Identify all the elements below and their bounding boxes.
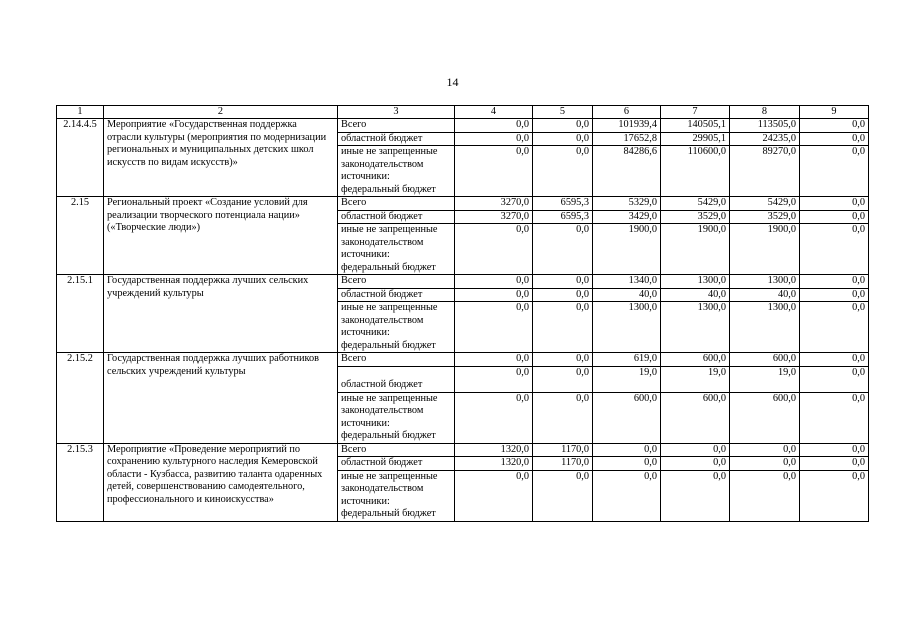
value-cell: 0,0	[533, 224, 593, 275]
item-code: 2.14.4.5	[57, 119, 104, 197]
budget-table	[56, 105, 869, 522]
table-row	[57, 443, 869, 457]
value-cell: 0,0	[800, 224, 869, 275]
value-cell: 1300,0	[661, 275, 730, 289]
value-cell: 0,0	[533, 119, 593, 133]
value-cell: 3529,0	[730, 210, 800, 224]
funding-source-line: областной бюджет	[341, 379, 423, 390]
item-code: 2.15	[57, 197, 104, 275]
value-cell: 101939,4	[593, 119, 661, 133]
value-cell: 0,0	[800, 210, 869, 224]
value-cell: 0,0	[455, 392, 533, 443]
value-cell: 3429,0	[593, 210, 661, 224]
value-cell: 0,0	[800, 197, 869, 211]
value-cell: 19,0	[661, 366, 730, 392]
funding-source	[338, 119, 455, 133]
value-cell: 40,0	[661, 288, 730, 302]
funding-source-line: источники:	[341, 417, 390, 429]
funding-source	[338, 302, 455, 353]
item-name: Мероприятие «Проведение мероприятий по сохранению культурного наследия Кемеровской области - Кузбасса, развитию таланта одаренных детей, совершенствованию самодеятельного, профессионального и киноискусства»	[104, 443, 338, 521]
funding-source-line: иные не запрещенные	[341, 302, 438, 313]
funding-source-line: областной бюджет	[341, 210, 423, 222]
value-cell: 0,0	[455, 302, 533, 353]
value-cell: 0,0	[455, 132, 533, 146]
funding-source-line: законодательством	[341, 314, 424, 326]
funding-source-line: законодательством	[341, 483, 424, 494]
item-name: Государственная поддержка лучших сельских учреждений культуры	[104, 275, 338, 353]
value-cell: 1900,0	[593, 224, 661, 275]
value-cell: 1300,0	[730, 275, 800, 289]
value-cell: 0,0	[455, 224, 533, 275]
table-header	[57, 106, 869, 119]
value-cell: 0,0	[661, 457, 730, 471]
value-cell: 600,0	[730, 392, 800, 443]
value-cell: 0,0	[533, 275, 593, 289]
value-cell: 0,0	[593, 470, 661, 521]
value-cell: 0,0	[800, 443, 869, 457]
value-cell: 0,0	[533, 353, 593, 367]
column-header: 1	[57, 106, 104, 119]
funding-source-line: областной бюджет	[341, 288, 423, 300]
value-cell: 600,0	[730, 353, 800, 367]
funding-source-line: федеральный бюджет	[341, 430, 436, 441]
item-code: 2.15.2	[57, 353, 104, 444]
value-cell: 0,0	[455, 146, 533, 197]
value-cell: 110600,0	[661, 146, 730, 197]
funding-source-line: иные не запрещенные	[341, 470, 438, 482]
funding-source-line: иные не запрещенные	[341, 392, 438, 404]
value-cell: 0,0	[800, 392, 869, 443]
value-cell: 0,0	[800, 288, 869, 302]
item-code: 2.15.1	[57, 275, 104, 353]
value-cell: 19,0	[593, 366, 661, 392]
funding-source	[338, 392, 455, 443]
funding-source-line: Всего	[341, 197, 367, 208]
value-cell: 6595,3	[533, 210, 593, 224]
value-cell: 1900,0	[730, 224, 800, 275]
funding-source-line: законодательством	[341, 405, 424, 416]
funding-source-line: источники:	[341, 249, 390, 260]
table-row	[57, 353, 869, 367]
value-cell: 19,0	[730, 366, 800, 392]
funding-source-line: иные не запрещенные	[341, 224, 438, 235]
table-row	[57, 197, 869, 211]
value-cell: 17652,8	[593, 132, 661, 146]
value-cell: 0,0	[533, 288, 593, 302]
value-cell: 140505,1	[661, 119, 730, 133]
value-cell: 5429,0	[661, 197, 730, 211]
funding-source-line: федеральный бюджет	[341, 508, 436, 519]
funding-source-line: Всего	[341, 119, 367, 130]
value-cell: 0,0	[800, 366, 869, 392]
funding-source-line: областной бюджет	[341, 457, 423, 468]
funding-source-line	[341, 367, 451, 380]
funding-source-line: источники:	[341, 327, 390, 338]
value-cell: 0,0	[661, 470, 730, 521]
value-cell: 0,0	[730, 457, 800, 471]
table-row	[57, 119, 869, 133]
value-cell: 0,0	[455, 119, 533, 133]
column-header: 6	[593, 106, 661, 119]
value-cell: 0,0	[730, 470, 800, 521]
funding-source	[338, 457, 455, 471]
value-cell: 0,0	[533, 302, 593, 353]
value-cell: 1170,0	[533, 443, 593, 457]
value-cell: 0,0	[455, 288, 533, 302]
column-header: 7	[661, 106, 730, 119]
value-cell: 0,0	[593, 443, 661, 457]
value-cell: 5429,0	[730, 197, 800, 211]
header-row	[57, 106, 869, 119]
value-cell: 0,0	[533, 366, 593, 392]
value-cell: 24235,0	[730, 132, 800, 146]
funding-source	[338, 210, 455, 224]
value-cell: 6595,3	[533, 197, 593, 211]
funding-source	[338, 288, 455, 302]
value-cell: 0,0	[800, 302, 869, 353]
value-cell: 40,0	[730, 288, 800, 302]
value-cell: 3529,0	[661, 210, 730, 224]
value-cell: 40,0	[593, 288, 661, 302]
funding-source-line: федеральный бюджет	[341, 261, 436, 273]
value-cell: 84286,6	[593, 146, 661, 197]
value-cell: 1900,0	[661, 224, 730, 275]
value-cell: 1300,0	[593, 302, 661, 353]
item-code: 2.15.3	[57, 443, 104, 521]
value-cell: 0,0	[593, 457, 661, 471]
value-cell: 600,0	[661, 353, 730, 367]
funding-source	[338, 443, 455, 457]
funding-source-line: источники:	[341, 171, 390, 182]
funding-source-line: Всего	[341, 443, 367, 455]
value-cell: 3270,0	[455, 210, 533, 224]
value-cell: 1300,0	[730, 302, 800, 353]
value-cell: 3270,0	[455, 197, 533, 211]
funding-source-line: федеральный бюджет	[341, 339, 436, 351]
value-cell: 0,0	[533, 146, 593, 197]
funding-source-line: Всего	[341, 353, 367, 364]
value-cell: 0,0	[661, 443, 730, 457]
value-cell: 0,0	[800, 457, 869, 471]
funding-source-line: законодательством	[341, 236, 424, 248]
funding-source-line: законодательством	[341, 158, 424, 170]
value-cell: 619,0	[593, 353, 661, 367]
value-cell: 0,0	[455, 470, 533, 521]
value-cell: 113505,0	[730, 119, 800, 133]
column-header: 4	[455, 106, 533, 119]
item-name: Мероприятие «Государственная поддержка отрасли культуры (мероприятия по модернизации региональных и муниципальных детских школ искусств по видам искусств)»	[104, 119, 338, 197]
value-cell: 0,0	[455, 353, 533, 367]
funding-source	[338, 146, 455, 197]
value-cell: 0,0	[533, 470, 593, 521]
funding-source	[338, 366, 455, 392]
funding-source	[338, 197, 455, 211]
column-header: 5	[533, 106, 593, 119]
funding-source	[338, 224, 455, 275]
table-row	[57, 275, 869, 289]
value-cell: 0,0	[533, 392, 593, 443]
funding-source	[338, 353, 455, 367]
value-cell: 0,0	[800, 275, 869, 289]
column-header: 9	[800, 106, 869, 119]
value-cell: 0,0	[800, 470, 869, 521]
funding-source-line: областной бюджет	[341, 132, 423, 144]
value-cell: 0,0	[533, 132, 593, 146]
value-cell: 600,0	[661, 392, 730, 443]
column-header: 8	[730, 106, 800, 119]
table-body	[57, 119, 869, 522]
value-cell: 0,0	[455, 366, 533, 392]
funding-source-line: федеральный бюджет	[341, 183, 436, 195]
funding-source	[338, 470, 455, 521]
value-cell: 1300,0	[661, 302, 730, 353]
funding-source	[338, 275, 455, 289]
funding-source-line: источники:	[341, 495, 390, 507]
value-cell: 0,0	[800, 353, 869, 367]
value-cell: 0,0	[455, 275, 533, 289]
funding-source	[338, 132, 455, 146]
funding-source-line: Всего	[341, 275, 367, 286]
value-cell: 1340,0	[593, 275, 661, 289]
value-cell: 0,0	[800, 119, 869, 133]
value-cell: 1320,0	[455, 443, 533, 457]
column-header: 3	[338, 106, 455, 119]
page-number: 14	[446, 75, 459, 89]
value-cell: 5329,0	[593, 197, 661, 211]
value-cell: 600,0	[593, 392, 661, 443]
value-cell: 0,0	[730, 443, 800, 457]
value-cell: 1170,0	[533, 457, 593, 471]
column-header: 2	[104, 106, 338, 119]
item-name: Государственная поддержка лучших работников сельских учреждений культуры	[104, 353, 338, 444]
value-cell: 89270,0	[730, 146, 800, 197]
value-cell: 29905,1	[661, 132, 730, 146]
value-cell: 0,0	[800, 132, 869, 146]
value-cell: 1320,0	[455, 457, 533, 471]
item-name: Региональный проект «Создание условий для реализации творческого потенциала нации» («Творческие люди»)	[104, 197, 338, 275]
funding-source-line: иные не запрещенные	[341, 146, 438, 157]
value-cell: 0,0	[800, 146, 869, 197]
